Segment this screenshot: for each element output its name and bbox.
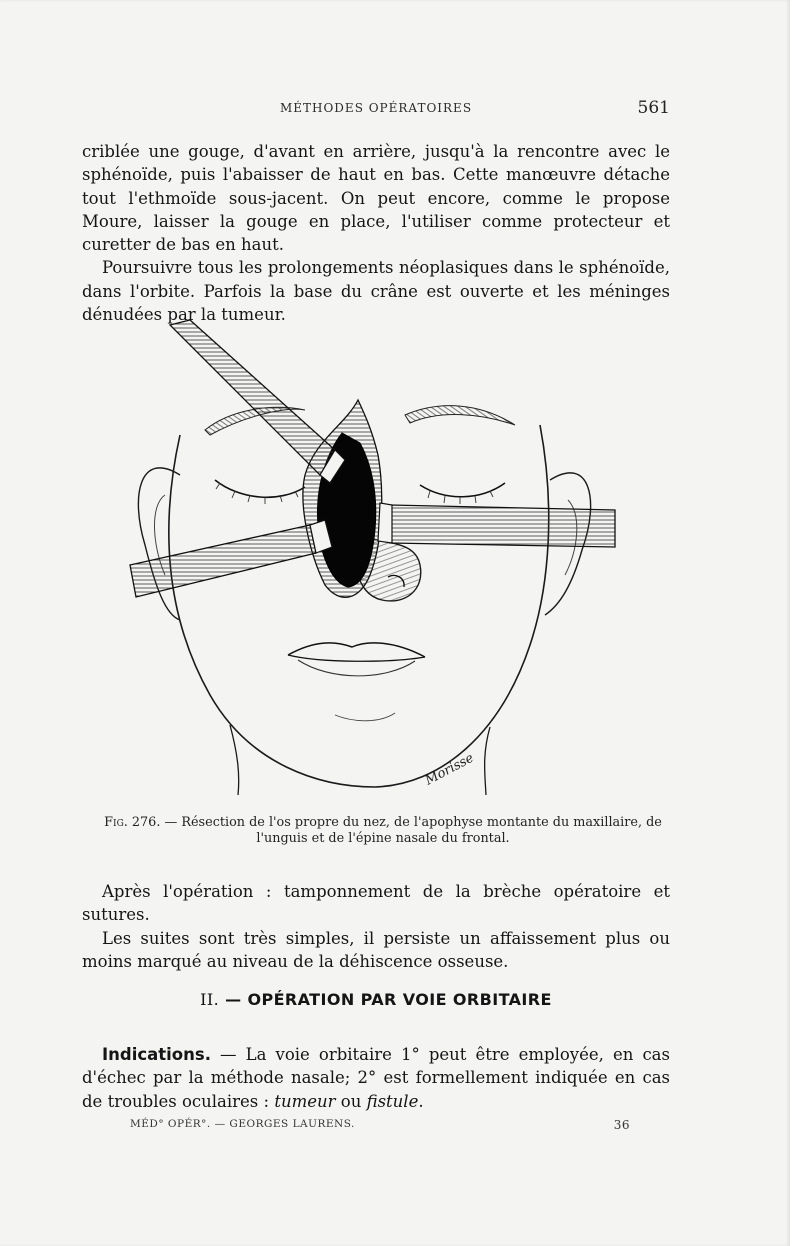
body-text-top — [82, 140, 670, 326]
indications-text: — La voie orbitaire 1° peut être employée, en cas d'échec par la méthode nasale; 2° est formellement indiquée en cas de troubles oculaires : — [82, 1045, 670, 1111]
face-resection-drawing — [120, 315, 630, 805]
section-title: — OPÉRATION PAR VOIE ORBITAIRE — [225, 990, 552, 1009]
period: . — [418, 1091, 424, 1111]
term-tumeur: tumeur — [274, 1091, 336, 1111]
term-fistule: fistule — [366, 1091, 419, 1111]
right-retractor — [390, 505, 615, 547]
page-footer — [130, 1118, 630, 1136]
body-text-after — [82, 880, 670, 973]
running-title: MÉTHODES OPÉRATOIRES — [279, 101, 473, 115]
left-eye — [215, 480, 305, 497]
indications-paragraph — [82, 1043, 670, 1113]
section-numeral: II. — [200, 990, 220, 1009]
section-heading — [82, 990, 670, 1009]
page-number: 561 — [637, 98, 670, 118]
figure-caption-text: — Résection de l'os propre du nez, de l'apophyse montante du maxillaire, de l'unguis et de l'épine nasale du frontal. — [164, 815, 662, 846]
figure-caption — [100, 815, 666, 847]
paragraph: Les suites sont très simples, il persiste un affaissement plus ou moins marqué au niveau de la déhiscence osseuse. — [82, 928, 670, 971]
right-eyebrow — [405, 406, 515, 425]
indications-label: Indications. — [102, 1045, 211, 1064]
figure-reference: Fig. 276. — [104, 815, 161, 830]
lower-lip — [298, 660, 415, 676]
footer-signature: MÉD° OPÉR°. — GEORGES LAURENS. — [130, 1118, 355, 1130]
paragraph: Poursuivre tous les prolongements néoplasiques dans le sphénoïde, dans l'orbite. Parfois la base du crâne est ouverte et les méninges dénudées par la tumeur. — [82, 258, 670, 325]
lip-line — [288, 655, 425, 661]
upper-lip — [288, 643, 425, 657]
left-retractor — [130, 525, 316, 597]
surgical-illustration — [120, 315, 630, 805]
conjunction: ou — [335, 1091, 367, 1111]
neck — [230, 725, 239, 795]
paragraph: Après l'opération : tamponnement de la brèche opératoire et sutures. — [82, 882, 670, 925]
sheet-number: 36 — [613, 1118, 630, 1132]
page-header — [82, 98, 670, 123]
paragraph: criblée une gouge, d'avant en arrière, jusqu'à la rencontre avec le sphénoïde, puis l'abaisser de haut en bas. Cette manœuvre détache tout l'ethmoïde sous-jacent. On peut encore, comme le propose Moure, laisser la gouge en place, l'utiliser comme protecteur et curetter de bas en haut. — [82, 142, 670, 255]
paragraph — [82, 1043, 670, 1113]
upper-retractor — [170, 320, 335, 475]
artist-signature: Morisse — [422, 750, 477, 789]
